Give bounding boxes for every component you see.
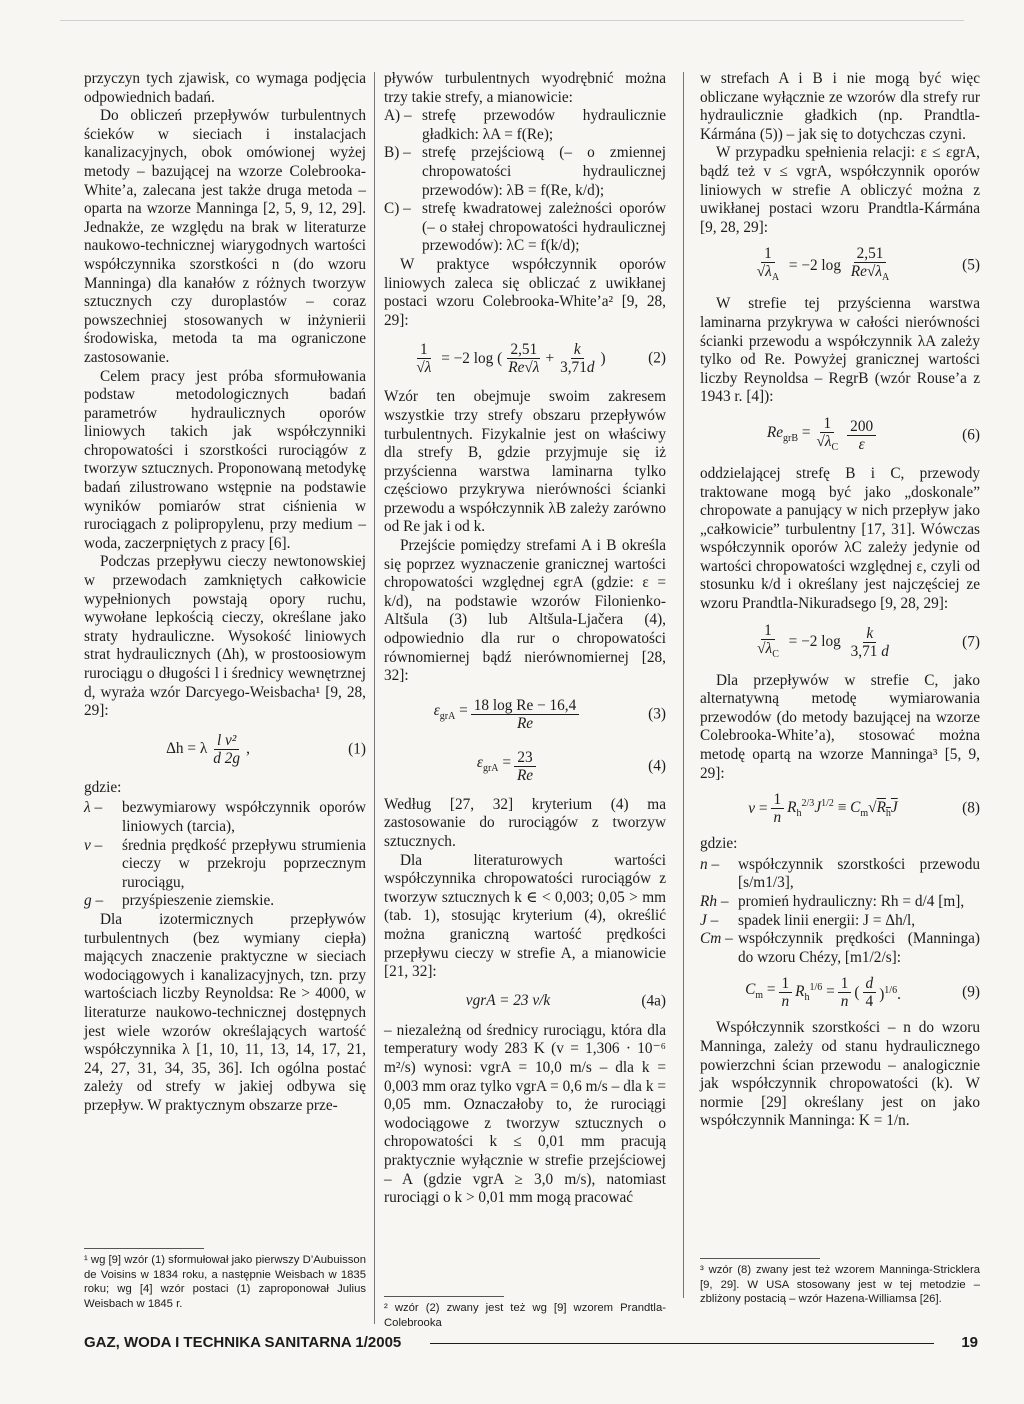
definitions-list — [700, 856, 980, 968]
eq-formula: vgrA = 23 v/k — [465, 992, 551, 1010]
definition-item — [84, 892, 366, 911]
paragraph: pływów turbulentnych wyodrębnić można trzy takie strefy, a mianowicie: — [384, 70, 666, 106]
eq-fraction: $\frac{1}{n}$ — [771, 791, 785, 827]
equation-1 — [84, 727, 366, 773]
footnote-3 — [700, 1258, 980, 1307]
page-number: 19 — [961, 1334, 978, 1351]
eq-fraction: $\frac{2,51}{Re√\lambda}$ — [508, 341, 540, 377]
paragraph: w strefach A i B i nie mogą być więc obliczane wyłącznie ze wzorów dla strefy rur hydraulicznie gładkich (np. Prandtla-Kármána (5)) – jak się to dotychczas czyni. — [700, 70, 980, 143]
definition-item — [84, 799, 366, 836]
footnote-1 — [84, 1248, 366, 1311]
equation-4: $\varepsilon_{grA}$ = $\frac{23}{Re}$ (4) — [476, 748, 666, 784]
zone-item — [384, 107, 666, 144]
paragraph: Celem pracy jest próba sformułowania podstaw metodologicznych badań parametrów hydraulicznych oporów liniowych takich jak współczynniki chropowatości i szorstkości rurociągów z tworzyw sztucznych. Proponowaną metodykę badań zilustrowano wstępnie na podstawie wyników pomiarów strat ciśnienia w rurociągach z polipropylenu, przy medium – woda, zaczerpniętych z pracy [6]. — [84, 367, 366, 552]
equation-8: v = $\frac{1}{n}$ $R_h^{2/3}J^{1/2} \equiv C_m√R_hJ$ (8) — [748, 791, 980, 827]
definition-text: spadek linii energii: J = Δh/l, — [738, 911, 916, 929]
definition-text: bezwymiarowy współczynnik oporów liniowych (tarcia), — [122, 799, 366, 835]
definition-symbol: Rh – — [700, 893, 729, 910]
zone-item — [384, 144, 666, 200]
eq-fraction — [210, 732, 243, 768]
paragraph: Do obliczeń przepływów turbulentnych ścieków w sieciach i instalacjach kanalizacyjnych, obok omówionej wyżej metody – bazującej na wzorze Colebrooka-White’a, zalecana jest także druga metoda – oparta na wzorze Manninga [2, 5, 9, 12, 29]. Jednakże, ze względu na brak w literaturze naukowo-technicznej wiarygodnych wartości współczynnika szorstkości n (do wzoru Manninga) dla kanałów z różnych tworzyw sztucznych czy duroplastów – coraz powszechniej stosowanych w inżynierii środowiska, metoda ta ma ograniczone zastosowanie. — [84, 107, 366, 366]
eq-numerator: 18 log Re − 16,4 — [471, 697, 580, 715]
definition-symbol: v – — [84, 836, 103, 854]
definition-item — [84, 837, 366, 893]
eq-fraction: $\frac{200}{\varepsilon}$ — [847, 418, 876, 454]
paragraph: Współczynnik szorstkości – n do wzoru Manninga, zależy od stanu hydraulicznego powierzchni ścian przewodu – analogicznie jak współczynnik chropowatości (k). W normie [29] określany jest on jako współczynnik Manninga: K = 1/n. — [700, 1019, 980, 1130]
equation-number: (5) — [962, 257, 980, 275]
eq-denominator: Re — [516, 714, 534, 732]
definition-text: promień hydrauliczny: Rh = d/4 [m], — [738, 893, 965, 910]
definition-text: średnia prędkość przepływu strumienia cieczy w przekroju poprzecznym rurociągu, — [122, 836, 366, 891]
paragraph: Dla przepływów w strefie C, jako alternatywną metodę wymiarowania przewodów (do metody bazującej na wzorze Colebrooka-White’a), stosować można metodę opartą na wzorze Manninga³ [5, 9, 29]: — [700, 671, 980, 782]
equation-number: (4a) — [641, 992, 666, 1010]
eq-fraction: $\frac{1}{√\lambda_C}$ — [816, 414, 839, 453]
eq-fraction: $\frac{1}{√\lambda}$ — [416, 341, 432, 377]
footer-rule — [430, 1343, 934, 1344]
eq-denominator: d 2g — [213, 749, 241, 767]
footnote-rule — [700, 1258, 820, 1259]
zones-list — [384, 107, 666, 256]
equation-number: (8) — [962, 799, 980, 817]
eq-fraction: $\frac{k}{3,71 d}$ — [850, 624, 889, 660]
eq-numerator: 23 — [514, 749, 535, 767]
paragraph: – niezależną od średnicy rurociągu, która dla temperatury wody 283 K (v = 1,306 · 10⁻⁶ m²/s) wynosi: vgrA = 10,0 m/s – dla k = 0,003 mm oraz tylko vgrA = 0,6 m/s – dla k = 0,05 mm. Oznaczałoby to, że rurociągi wodociągowe z tworzyw sztucznych o chropowatości k ≤ 0,01 mm pracują praktycznie wyłącznie w strefie przejściowej – A (gdzie vgrA ≥ 3,0 m/s), natomiast rurociągi o k > 0,01 mm mogą pracować — [384, 1021, 666, 1207]
eq-lhs: Δh = λ — [166, 740, 208, 758]
paragraph: Dla literaturowych wartości współczynnika chropowatości rurociągów z tworzyw sztucznych k ∈ < 0,003; 0,05 > mm (tab. 1), stosując kryterium (4), określić można graniczną wartość prędkości przepływu cieczy w strefie A, a mianowicie [21, 32]: — [384, 851, 666, 981]
where-label: gdzie: — [84, 778, 122, 796]
zone-text: strefę przejściową (– o zmiennej chropowatości hydraulicznej przewodów): λB = f(Re, k/d); — [422, 144, 666, 199]
definition-text: współczynnik szorstkości przewodu [s/m1/3], — [738, 855, 980, 892]
equation-number: (4) — [648, 757, 666, 775]
paragraph: W przypadku spełnienia relacji: ε ≤ εgrA, bądź też v ≤ vgrA, współczynnik oporów liniowych w strefie A obliczyć można z uwikłanej postaci wzoru Prandtla-Kármána [9, 28, 29]: — [700, 144, 980, 236]
paragraph: przyczyn tych zjawisk, co wymaga podjęcia odpowiednich badań. — [84, 70, 366, 106]
zone-marker: B) – — [384, 144, 411, 162]
definition-symbol: Cm – — [700, 930, 733, 948]
zone-marker: C) – — [384, 200, 411, 218]
zone-item — [384, 200, 666, 256]
paragraph: Przejście pomiędzy strefami A i B określa się poprzez wyznaczenie granicznej wartości chropowatości względnej εgrA (gdzie: ε = k/d), na podstawie wzorów Filonienko-Altšula (3) lub Altšula-Ljačera (4), odpowiednio dla rur o chropowatości równomiernej bądź nierównomiernej [28, 32]: — [384, 537, 666, 685]
column-divider — [683, 72, 684, 1298]
paragraph: W praktyce współczynnik oporów liniowych zaleca się obliczać z uwikłanej postaci wzoru Colebrooka-White’a² [9, 28, 29]: — [384, 255, 666, 329]
definition-item — [700, 930, 980, 967]
definition-item — [700, 912, 980, 931]
top-rule — [60, 20, 964, 21]
column-1 — [84, 70, 366, 1115]
definition-text: przyśpieszenie ziemskie. — [122, 892, 275, 910]
eq-fraction — [471, 697, 580, 733]
paragraph: Według [27, 32] kryterium (4) ma zastosowanie do rurociągów z tworzyw sztucznych. — [384, 795, 666, 850]
eq-numerator: l v² — [214, 732, 239, 750]
equation-number: (7) — [962, 633, 980, 651]
definition-item — [700, 893, 980, 912]
equation-7: $\frac{1}{√\lambda_C}$ = −2 log $\frac{k}{3,71 d}$ (7) — [700, 620, 980, 666]
equation-number: (2) — [648, 350, 666, 368]
eq-tail: , — [246, 740, 250, 758]
paragraph: W strefie tej przyścienna warstwa laminarna przykrywa w całości nierówności ścianki przewodu a współczynnik λA zależy tylko od Re. Powyżej granicznej wartości liczby Reynoldsa – RegrB (wzór Rouse’a z 1943 r. [4]): — [700, 295, 980, 406]
equation-number: (9) — [962, 984, 980, 1002]
eq-fraction: $\frac{1}{n}$ — [779, 975, 793, 1011]
equation-9: $C_m$ = $\frac{1}{n}$ $R_h^{1/6}$ = $\frac{1}{n}$ ( $\frac{d}{4}$ )$^{1/6}$. (9) — [745, 975, 980, 1011]
eq-fraction: $\frac{k}{3,71d}$ — [560, 341, 595, 377]
definitions-list — [84, 799, 366, 911]
eq-denominator: Re — [516, 766, 534, 784]
definition-symbol: g – — [84, 892, 104, 910]
definition-item — [700, 856, 980, 893]
footnote-text: ³ wzór (8) zwany jest też wzorem Manninga-Stricklera [9, 29]. W USA stosowany jest w tej metodzie – zbliżony postacią – wzór Hazena-Williamsa [26]. — [700, 1264, 980, 1306]
equation-number: (1) — [348, 740, 366, 758]
eq-fraction: $\frac{1}{√\lambda_C}$ — [757, 621, 779, 660]
definition-text: współczynnik prędkości (Manninga) do wzoru Chézy, [m1/2/s]: — [738, 930, 980, 966]
paragraph: Podczas przepływu cieczy newtonowskiej w przewodach zamkniętych całkowicie wypełnionych powstają opory ruchu, wywołane lepkością cieczy, określane jako straty hydrauliczne. Wysokość liniowych strat hydraulicznych (Δh), w prostoosiowym rurociągu o długości l i średnicy wewnętrznej d, wyraża wzór Darcyego-Weisbacha¹ [9, 28, 29]: — [84, 553, 366, 720]
eq-fraction: $\frac{d}{4}$ — [863, 975, 877, 1011]
equation-number: (3) — [648, 705, 666, 723]
equation-2: $\frac{1}{√\lambda}$ = −2 log ( $\frac{2,51}{Re√\lambda}$ + $\frac{k}{3,71d}$ ) (2) — [384, 336, 666, 382]
definition-symbol: J – — [700, 911, 719, 929]
paragraph: Wzór ten obejmuje swoim zakresem wszystkie trzy strefy obszaru przepływów turbulentnych. Fizykalnie jest on właściwy dla strefy B, gdzie przyjmuje się iż przyścienna warstwa laminarna tylko częściowo przykrywa nierówności ścianki przewodu a współczynnik λB zależy zarówno od Re jak i od k. — [384, 388, 666, 536]
definition-symbol: n – — [700, 855, 720, 873]
footnote-text: ¹ wg [9] wzór (1) sformułował jako pierwszy D’Aubuisson de Voisins w 1834 roku, a następnie Weisbach w 1835 roku; wg [4] wzór postaci (1) zaproponował Julius Weisbach w 1845 r. — [84, 1254, 366, 1310]
paragraph: oddzielającej strefę B i C, przewody traktowane mogą być jako „doskonale” chropowate a panujący w nich przepływ jako „całkowicie” turbulentny [17, 31]. Wówczas współczynnik oporów λC zależy jedynie od wartości chropowatości względnej ε, czyli od stosunku k/d i określany jest najczęściej ze wzoru Prandtla-Nikuradsego [9, 28, 29]: — [700, 464, 980, 613]
equation-6: $Re_{grB}$ = $\frac{1}{√\lambda_C}$ $\frac{200}{\varepsilon}$ (6) — [700, 413, 980, 459]
eq-fraction: $\frac{1}{n}$ — [838, 975, 852, 1011]
equation-3: $\varepsilon_{grA}$ = $\frac{\text{18 log Re − 16,4}}{Re}$ (3) — [433, 696, 666, 732]
paragraph: Dla izotermicznych przepływów turbulentnych (bez wymiany ciepła) mających znaczenie praktyczne w sieciach wodociągowych i kanalizacyjnych, tzn. przy wartościach liczby Reynoldsa: Re > 4000, w literaturze naukowo-technicznej dostępnych jest wiele wzorów określających wartość współczynnika λ [1, 10, 11, 13, 14, 17, 21, 24, 27, 31, 34, 35, 36]. Ich ogólna postać zależy od strefy w jakiej odbywa się przepływ. W praktycznym obszarze prze- — [84, 910, 366, 1114]
equation-4a — [384, 988, 666, 1016]
column-2 — [384, 70, 666, 1208]
equation-5: $\frac{1}{√\lambda_A}$ = −2 log $\frac{2,51}{Re√\lambda_A}$ (5) — [700, 243, 980, 289]
page-footer — [84, 1334, 978, 1354]
definition-symbol: λ – — [84, 799, 103, 817]
eq-fraction — [514, 749, 536, 785]
zone-text: strefę kwadratowej zależności oporów (– o stałej chropowatości hydraulicznej przewodów): λC = f(k/d); — [422, 200, 666, 255]
zone-marker: A) – — [384, 107, 412, 125]
footnote-rule — [84, 1248, 204, 1249]
eq-fraction: $\frac{1}{√\lambda_A}$ — [756, 245, 780, 284]
where-label: gdzie: — [700, 835, 738, 853]
footnote-2 — [384, 1296, 666, 1330]
column-3 — [700, 70, 980, 1131]
zone-text: strefę przewodów hydraulicznie gładkich: λA = f(Re); — [422, 107, 666, 143]
footnote-rule — [384, 1296, 504, 1297]
column-divider — [374, 72, 375, 1324]
eq-fraction: $\frac{2,51}{Re√\lambda_A}$ — [850, 245, 890, 284]
equation-number: (6) — [962, 426, 980, 444]
journal-title: GAZ, WODA I TECHNIKA SANITARNA 1/2005 — [84, 1334, 402, 1351]
footnote-text: ² wzór (2) zwany jest też wg [9] wzorem Prandtla-Colebrooka — [384, 1302, 666, 1329]
